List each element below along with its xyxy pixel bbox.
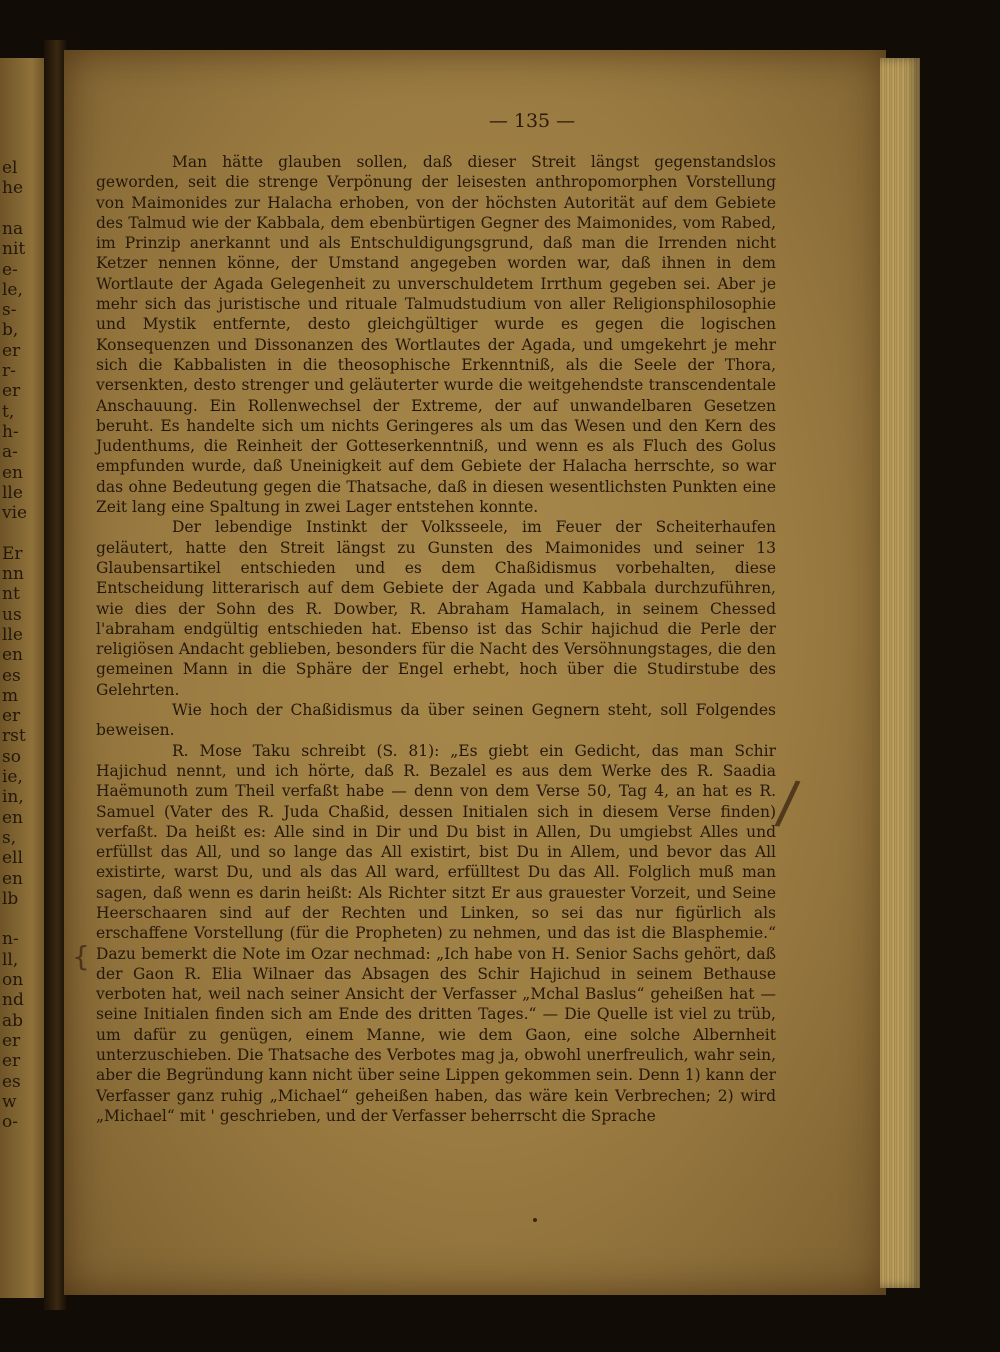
left-page-fragment: nd (2, 990, 24, 1011)
left-page-fragment: lb (2, 888, 19, 909)
left-page-fragment: us (2, 604, 22, 625)
left-page-fragment: Er (2, 543, 23, 564)
body-text (96, 152, 776, 1126)
left-page-fragment: er (2, 706, 21, 727)
left-page-fragment: o- (2, 1112, 18, 1133)
left-page-fragment: er (2, 340, 21, 361)
left-page-fragment: en (2, 462, 24, 483)
pencil-bracket-mark-icon: / (773, 766, 803, 838)
ink-dot (533, 1218, 537, 1222)
left-page-fragment: in, (2, 787, 24, 808)
left-page-fragment: er (2, 381, 21, 402)
paragraph-2: Der lebendige Instinkt der Volksseele, im Feuer der Scheiterhaufen geläutert, hatte den Streit längst zu Gunsten des Maimonides und seiner 13 Glaubensartikel entschieden und es dem Chaßidismus vorbehalten, diese Entscheidung litterarisch auf dem Gebiete der Agada und Kabbala durchzuführen, wie dies der Sohn des R. Dowber, R. Abraham Hamalach, in seinem Chessed l'abraham endgültig entschieden hat. Ebenso ist das Schir hajichud die Perle der religiösen Andacht geblieben, besonders für die Nacht des Versöhnungstages, die den gemeinen Mann in die Sphäre der Engel erhebt, hoch über die Studirstube des Gelehrten. (96, 518, 776, 699)
left-page-fragment: a- (2, 442, 18, 463)
left-page-fragment: le, (2, 279, 23, 300)
left-page-fragment: nt (2, 584, 20, 605)
paragraph-4: R. Mose Taku schreibt (S. 81): „Es giebt ein Gedicht, das man Schir Hajichud nennt, und ich hörte, daß R. Bezalel es aus dem Werke des R. Saadia Haëmunoth zum Theil verfaßt habe — denn von dem Verse 50, Tag 4, an hat es R. Samuel (Vater des R. Juda Chaßid, dessen Initialen sich in diesem Verse finden) verfaßt. Da heißt es: Alle sind in Dir und Du bist in Allen, Du umgiebst Alles und erfüllst das All, und so lange das All existirt, bist Du in Allem, und bevor das All existirte, warst Du, und als das All ward, erfülltest Du das All. Folglich muß man sagen, daß wenn es darin heißt: Als Richter sitzt Er aus grauester Vorzeit, und Seine Heerschaaren sind auf der Rechten und Linken, so sei das nur figürlich als erschaffene Vorstellung (für die Propheten) zu nehmen, und das ist die Blasphemie.“ Dazu bemerkt die Note im Ozar nechmad: „Ich habe von H. Senior Sachs gehört, daß der Gaon R. Elia Wilnaer das Absagen des Schir Hajichud in seinem Bethause verboten hat, weil nach seiner Ansicht der Verfasser „Mchal Baslus“ geheißen hat — seine Initialen finden sich am Ende des dritten Tages.“ — Die Quelle ist viel zu trüb, um dafür zu genügen, einem Manne, wie dem Gaon, eine solche Albernheit unterzuschieben. Die Thatsache des Verbotes mag ja, obwohl unerfreulich, wahr sein, aber die Begründung kann nicht über seine Lippen gekommen sein. Denn 1) kann der Verfasser ganz ruhig „Michael“ geheißen haben, das wäre kein Verbrechen; 2) wird „Michael“ mit ' geschrieben, und der Verfasser beherrscht die Sprache (96, 741, 776, 1125)
book-gutter (44, 40, 66, 1310)
left-page-fragment: el (2, 158, 18, 178)
left-page-fragment: r- (2, 361, 16, 381)
left-page-fragment: ab (2, 1010, 24, 1031)
left-page-fragment: w (2, 1091, 17, 1112)
left-page-fragment: lle (2, 482, 23, 503)
left-page-fragment: lle (2, 624, 23, 645)
left-page-fragment: t, (2, 401, 15, 422)
left-page-fragment: s, (2, 827, 17, 848)
pencil-brace-mark-icon: { (72, 940, 90, 973)
left-page-fragment: he (2, 178, 24, 199)
left-page-fragment: ll, (2, 949, 19, 970)
left-page-fragment: so (2, 746, 21, 767)
left-page-fragment: es (2, 1071, 21, 1092)
left-page-fragment: er (2, 1051, 21, 1072)
left-page-fragment: nn (2, 564, 24, 584)
left-page-fragment: en (2, 645, 24, 666)
page-stack-edge (880, 58, 920, 1288)
left-page-fragment: es (2, 665, 21, 686)
left-page-fragment: on (2, 970, 24, 990)
left-page-fragment: s- (2, 300, 17, 321)
left-page-fragment: b, (2, 320, 19, 341)
left-page-fragment: ie, (2, 767, 23, 787)
left-page-fragment: na (2, 218, 24, 239)
left-page-fragment: e- (2, 259, 18, 280)
left-page-fragment: en (2, 868, 24, 889)
left-page-fragment: rst (2, 726, 26, 747)
left-page-fragment: nit (2, 239, 26, 260)
left-page-fragment: m (2, 685, 19, 706)
left-page-fragment: en (2, 807, 24, 828)
left-page-fragment: h- (2, 421, 19, 442)
left-page-fragment: vie (2, 503, 28, 524)
page-number: — 135 — (488, 110, 576, 132)
left-page-fragment: n- (2, 929, 19, 950)
paragraph-3: Wie hoch der Chaßidismus da über seinen Gegnern steht, soll Folgendes beweisen. (96, 701, 776, 740)
left-page-fragment: er (2, 1030, 21, 1051)
paragraph-1: Man hätte glauben sollen, daß dieser Streit längst gegenstandslos geworden, seit die strenge Verpönung der leisesten anthropomorphen Vorstellung von Maimonides zur Halacha erhoben, von der höchsten Autorität auf dem Gebiete des Talmud wie der Kabbala, dem ebenbürtigen Gegner des Maimonides, vom Rabed, im Prinzip anerkannt und als Entschuldigungsgrund, daß man die Irrenden nicht Ketzer nennen könne, der Umstand angegeben worden war, daß ihnen in dem Wortlaute der Agada Gelegenheit zu unverschuldetem Irrthum gegeben sei. Aber je mehr sich das juristische und rituale Talmudstudium von aller Religionsphilosophie und Mystik entfernte, desto gleichgültiger wurde es gegen die logischen Konsequenzen und Dissonanzen des Wortlautes der Agada, und umgekehrt je mehr sich die Kabbalisten in die theosophische Erkenntniß, als die Seele der Thora, versenkten, desto strenger und geläuterter wurde die weitgehendste transcendentale Anschauung. Ein Rollenwechsel der Extreme, der auf unwandelbaren Gesetzen beruht. Es handelte sich um nichts Geringeres als um das Wesen und den Kern des Judenthums, die Reinheit der Gotteserkenntniß, und wenn es als Fluch des Golus empfunden wurde, daß Uneinigkeit auf dem Gebiete der Halacha herrschte, so war das ohne Bedeutung gegen die Thatsache, daß in diesen wesentlichsten Punkten eine Zeit lang eine Spaltung in zwei Lager entstehen konnte. (96, 153, 776, 517)
left-page-fragment: ell (2, 848, 23, 869)
